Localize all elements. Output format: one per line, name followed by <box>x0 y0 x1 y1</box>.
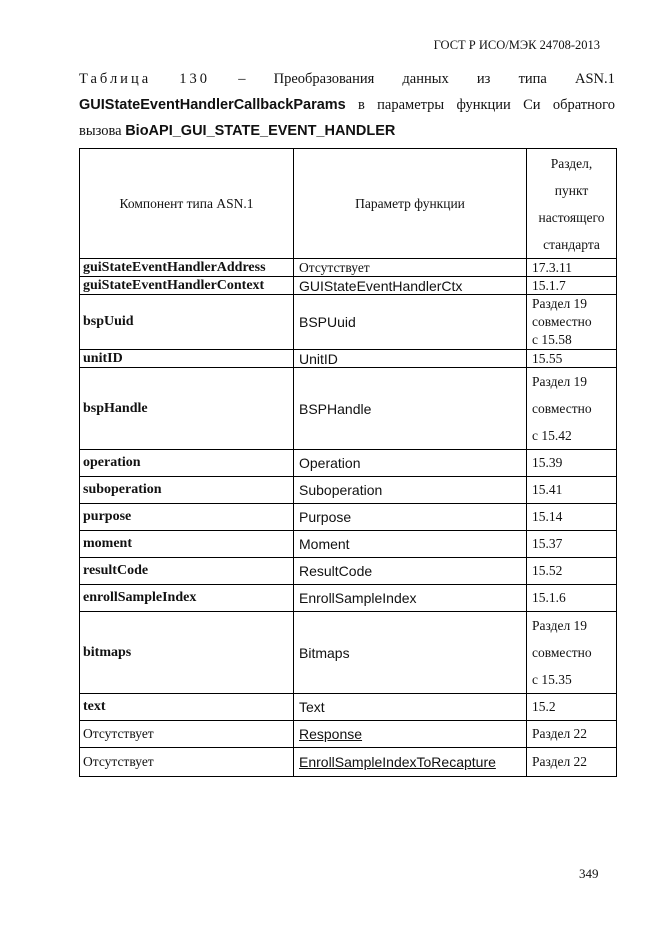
cell-section-line: Раздел 19 <box>532 296 588 311</box>
cell-section-line: с 15.42 <box>532 428 572 443</box>
table-row <box>80 504 617 531</box>
cell-section-line: 15.55 <box>532 350 563 366</box>
caption-callback-name: BioAPI_GUI_STATE_EVENT_HANDLER <box>125 123 396 139</box>
table-row <box>80 450 617 477</box>
caption-word: Си <box>523 97 541 113</box>
table-row <box>80 477 617 504</box>
cell-section-line: 15.1.7 <box>532 277 566 293</box>
cell-component: operation <box>80 450 294 477</box>
cell-component: suboperation <box>80 477 294 504</box>
table-caption <box>79 66 615 144</box>
cell-section-line: 15.37 <box>532 536 563 551</box>
cell-section <box>527 477 617 504</box>
table-header-row <box>80 149 617 259</box>
table-row <box>80 612 617 694</box>
table-row <box>80 531 617 558</box>
cell-component: Отсутствует <box>80 748 294 777</box>
cell-parameter: Suboperation <box>294 477 527 504</box>
caption-word: из <box>476 71 491 87</box>
cell-section-line: Раздел 22 <box>532 726 588 741</box>
cell-section-line: с 15.58 <box>532 332 572 347</box>
cell-section-line: 15.2 <box>532 699 556 714</box>
cell-parameter: BSPHandle <box>294 368 527 450</box>
cell-parameter: Purpose <box>294 504 527 531</box>
cell-section <box>527 531 617 558</box>
cell-section-line: 17.3.11 <box>532 259 572 275</box>
cell-component: Отсутствует <box>80 721 294 748</box>
cell-parameter: Bitmaps <box>294 612 527 694</box>
cell-section <box>527 748 617 777</box>
caption-word: в <box>358 97 365 113</box>
header-section-line: стандарта <box>543 236 600 252</box>
cell-section-line: Раздел 19 <box>532 374 588 389</box>
caption-word: Таблица <box>79 71 152 87</box>
caption-word: ASN.1 <box>575 71 615 87</box>
table-row <box>80 694 617 721</box>
cell-section-line: 15.39 <box>532 455 563 470</box>
cell-parameter: Text <box>294 694 527 721</box>
conversion-table <box>79 148 617 777</box>
cell-section <box>527 350 617 368</box>
cell-section-line: совместно <box>532 401 592 416</box>
cell-section <box>527 277 617 295</box>
table-row <box>80 748 617 777</box>
header-parameter: Параметр функции <box>294 149 527 259</box>
page-number: 349 <box>579 866 599 881</box>
cell-component: bspHandle <box>80 368 294 450</box>
caption-word: вызова <box>79 123 122 139</box>
cell-component: guiStateEventHandlerContext <box>80 277 294 295</box>
cell-section-line: 15.14 <box>532 509 563 524</box>
cell-component: bspUuid <box>80 295 294 350</box>
caption-line-1 <box>79 66 615 92</box>
cell-section-line: 15.41 <box>532 482 563 497</box>
table-row <box>80 558 617 585</box>
cell-component: resultCode <box>80 558 294 585</box>
cell-parameter: GUIStateEventHandlerCtx <box>294 277 527 295</box>
cell-section <box>527 612 617 694</box>
cell-section-line: с 15.35 <box>532 672 572 687</box>
table-row <box>80 721 617 748</box>
cell-parameter <box>294 721 527 748</box>
cell-section-line: 15.1.6 <box>532 590 566 605</box>
cell-section-line: совместно <box>532 645 592 660</box>
cell-section <box>527 721 617 748</box>
caption-word: данных <box>402 71 449 87</box>
cell-section <box>527 504 617 531</box>
cell-component: text <box>80 694 294 721</box>
cell-component: purpose <box>80 504 294 531</box>
header-section-line: настоящего <box>538 209 605 225</box>
cell-section <box>527 558 617 585</box>
header-component: Компонент типа ASN.1 <box>80 149 294 259</box>
cell-parameter-text: Response <box>299 726 363 742</box>
table-row <box>80 350 617 368</box>
cell-parameter: Moment <box>294 531 527 558</box>
caption-word: типа <box>518 71 547 87</box>
caption-word: – <box>238 71 246 87</box>
header-section <box>527 149 617 259</box>
cell-section <box>527 295 617 350</box>
caption-line-3 <box>79 118 615 144</box>
caption-word: 130 <box>179 71 211 87</box>
header-section-line: Раздел, <box>550 155 593 171</box>
cell-component: unitID <box>80 350 294 368</box>
cell-section <box>527 368 617 450</box>
table-row <box>80 585 617 612</box>
cell-section <box>527 694 617 721</box>
cell-component: guiStateEventHandlerAddress <box>80 259 294 277</box>
caption-word: функции <box>456 97 511 113</box>
table-row <box>80 277 617 295</box>
table-row <box>80 295 617 350</box>
caption-word: обратного <box>552 97 615 113</box>
cell-parameter: BSPUuid <box>294 295 527 350</box>
table-row <box>80 368 617 450</box>
table-row <box>80 259 617 277</box>
cell-component: enrollSampleIndex <box>80 585 294 612</box>
cell-section <box>527 450 617 477</box>
cell-parameter: Operation <box>294 450 527 477</box>
cell-section <box>527 585 617 612</box>
cell-parameter: ResultCode <box>294 558 527 585</box>
caption-line-2 <box>79 92 615 118</box>
cell-parameter: UnitID <box>294 350 527 368</box>
cell-section <box>527 259 617 277</box>
cell-component: bitmaps <box>80 612 294 694</box>
cell-parameter <box>294 748 527 777</box>
caption-type-name: GUIStateEventHandlerCallbackParams <box>79 97 346 113</box>
cell-parameter: EnrollSampleIndex <box>294 585 527 612</box>
cell-section-line: 15.52 <box>532 563 563 578</box>
cell-parameter: Отсутствует <box>294 259 527 277</box>
cell-section-line: совместно <box>532 314 592 329</box>
document-header: ГОСТ Р ИСО/МЭК 24708-2013 <box>433 38 600 52</box>
header-section-line: пункт <box>554 182 589 198</box>
caption-word: Преобразования <box>273 71 375 87</box>
cell-section-line: Раздел 19 <box>532 618 588 633</box>
cell-section-line: Раздел 22 <box>532 754 588 769</box>
cell-parameter-text: EnrollSampleIndexToRecapture <box>299 754 496 770</box>
caption-word: параметры <box>377 97 445 113</box>
cell-component: moment <box>80 531 294 558</box>
